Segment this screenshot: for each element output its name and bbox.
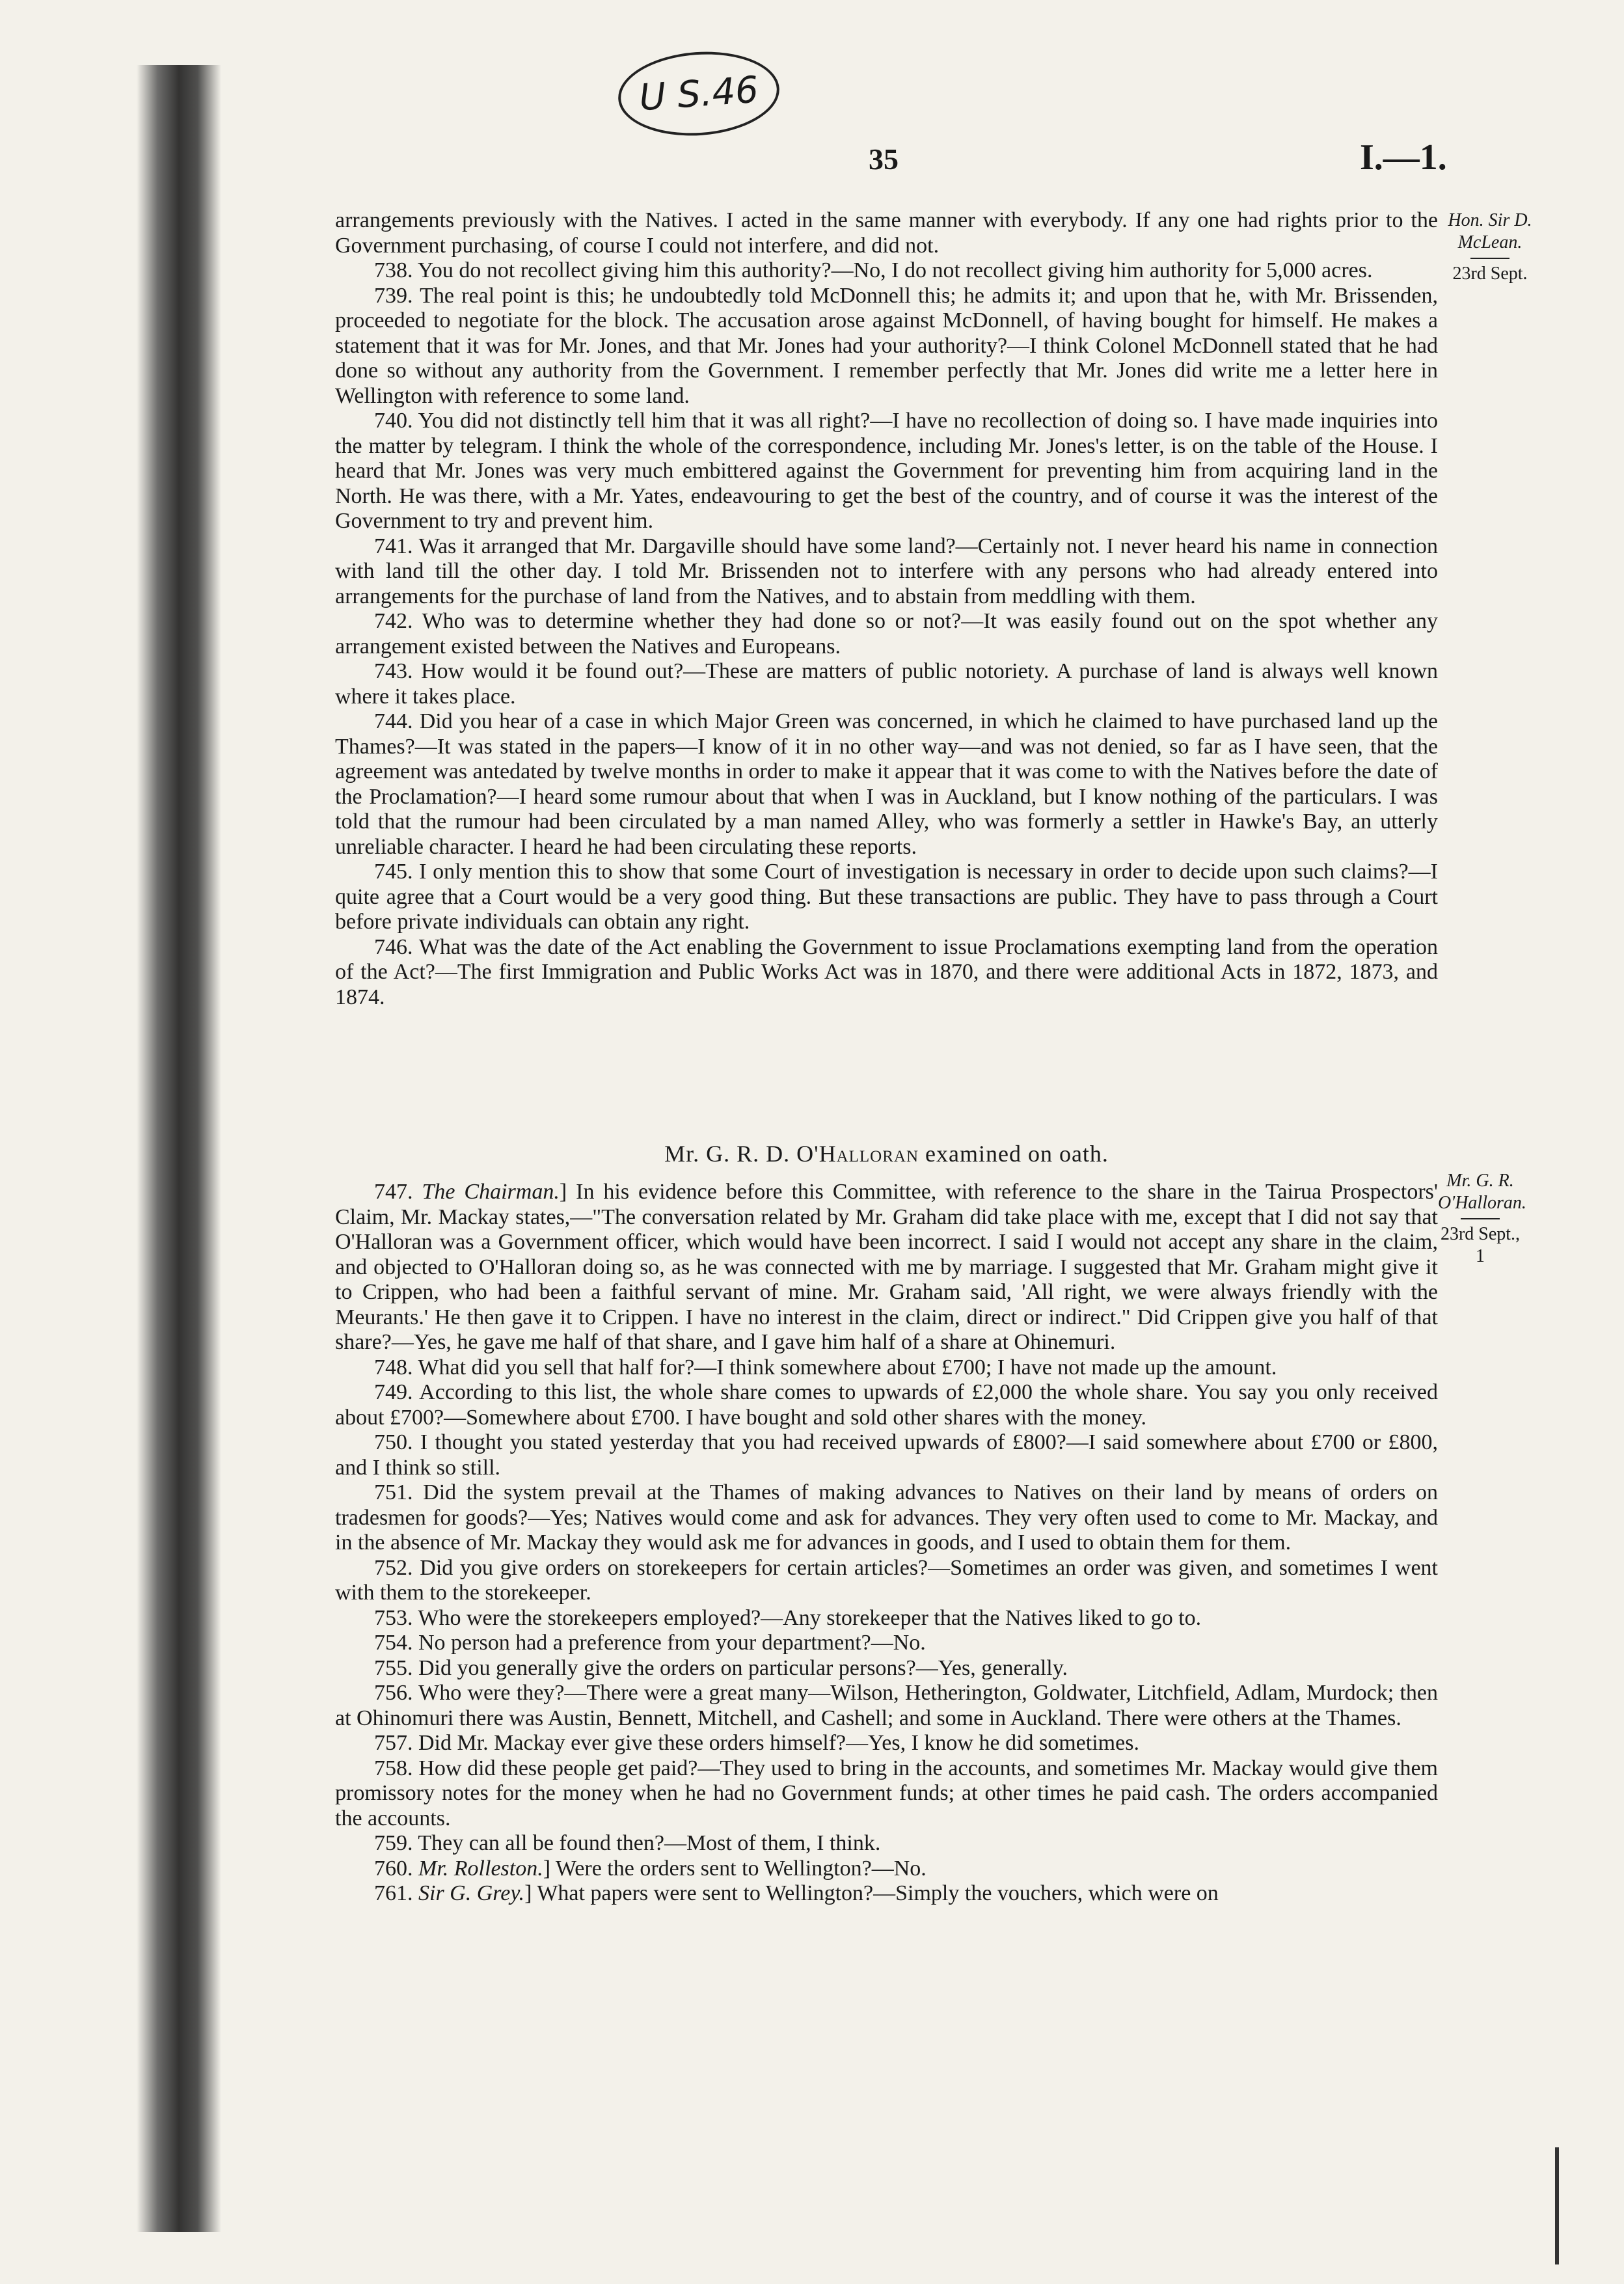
paragraph: 754. No person had a preference from your department?—No. (374, 1631, 926, 1655)
sidenote-witness-1 (1448, 210, 1532, 285)
sidenote-name: Hon. Sir D. McLean. (1448, 210, 1532, 252)
paragraph: 758. How did these people get paid?—They used to bring in the accounts, and sometimes Mr. Mackay would give them promissory notes for the money when he had no Government funds; at other times he paid cash. The orders accompanied the accounts. (335, 1756, 1438, 1830)
paragraph: 751. Did the system prevail at the Thames of making advances to Natives on their land by means of orders on tradesmen for goods?—Yes; Natives would come and ask for advances. They very often used to come to Mr. Mackay, and in the absence of Mr. Mackay they would ask me for advances in goods, and I used to obtain them for them. (335, 1480, 1438, 1555)
paragraph: 745. I only mention this to show that some Court of investigation is necessary in order to decide upon such claims?—I quite agree that a Court would be a very good thing. But these transactions are public. They have to pass through a Court before private individuals can obtain any right. (335, 860, 1438, 934)
speaker: Mr. Rolleston. (418, 1856, 543, 1881)
paragraph-761 (335, 1881, 1438, 1907)
paragraph: 756. Who were they?—There were a great many—Wilson, Hetherington, Goldwater, Litchfield, Adlam, Murdock; then at Ohinomuri there was Austin, Bennett, Mitchell, and Cashell; and some in Auckland. There were others at the Thames. (335, 1681, 1438, 1730)
paragraph: 743. How would it be found out?—These are matters of public notoriety. A purchase of land is always well known where it takes place. (335, 659, 1438, 709)
paragraph: 753. Who were the storekeepers employed?—Any storekeeper that the Natives liked to go to. (374, 1605, 1202, 1630)
sidenote-date: 23rd Sept., 1 (1440, 1224, 1521, 1266)
heading-surname: Halloran (819, 1141, 919, 1167)
paragraph: 755. Did you generally give the orders on particular persons?—Yes, generally. (374, 1655, 1068, 1680)
paragraph: 740. You did not distinctly tell him that it was all right?—I have no recollection of doing so. I have made inquiries into the matter by telegram. I think the whole of the correspondence, including Mr. Jones's letter, is on the table of the House. I heard that Mr. Jones was very much embittered against the Government for preventing him from acquiring land in the North. He was there, with a Mr. Yates, endeavouring to get the best of the country, and of course it was the interest of the Government to try and prevent him. (335, 409, 1438, 533)
paragraph: 741. Was it arranged that Mr. Dargaville should have some land?—Certainly not. I never heard his name in connection with land till the other day. I told Mr. Brissenden not to interfere with any persons who had already entered into arrangements for the purchase of land from the Natives, and to abstain from meddling with them. (335, 534, 1438, 608)
document-reference: I.—1. (1360, 137, 1447, 178)
speaker: The Chairman. (422, 1180, 560, 1204)
archive-stamp (616, 47, 782, 141)
text-column-top (335, 208, 1438, 1010)
paragraph: 744. Did you hear of a case in which Major Green was concerned, in which he claimed to have purchased land up the Thames?—It was stated in the papers—I know of it in no other way—and was not denied, so far as I have seen, that the agreement was antedated by twelve months in order to make it appear that it was come to with the Natives before the date of the Proclamation?—I heard some rumour about that when I was in Auckland, but I know nothing of the particulars. I was told that the rumour had been circulated by a man named Alley, who was formerly a settler in Hawke's Bay, an utterly unreliable character. I heard he had been circulating these reports. (335, 709, 1438, 859)
question-number: 761. (374, 1881, 418, 1905)
sidenote-rule (1461, 1218, 1500, 1219)
paragraph: 746. What was the date of the Act enabling the Government to issue Proclamations exempting land from the operation of the Act?—The first Immigration and Public Works Act was in 1870, and there were additional Acts in 1872, 1873, and 1874. (335, 934, 1438, 1009)
question-number: 760. (374, 1856, 418, 1881)
section-heading (335, 1140, 1438, 1167)
paragraph: 759. They can all be found then?—Most of them, I think. (374, 1831, 881, 1855)
paragraph: 739. The real point is this; he undoubtedly told McDonnell this; he admits it; and upon that he, with Mr. Brissenden, proceeded to negotiate for the block. The accusation arose against McDonnell, of having bought for himself. He makes a statement that it was for Mr. Jones, and that Mr. Jones had your authority?—I think Colonel McDonnell stated that he had done so without any authority from the Government. I remember perfectly that Mr. Jones did write me a letter here in Wellington with reference to some land. (335, 283, 1438, 408)
paragraph: 748. What did you sell that half for?—I think somewhere about £700; I have not made up the amount. (374, 1355, 1277, 1380)
speaker: Sir G. Grey. (418, 1881, 525, 1905)
paragraph-747: 747. The Chairman.] In his evidence before this Committee, with reference to the share in the Tairua Prospectors' Claim, Mr. Mackay states,—"The conversation related by Mr. Graham did take place with me, except that I did not say that O'Halloran was a Government officer, which would have been incorrect. I said I would not accept any share in the claim, and objected to O'Halloran doing so, as he was connected with me by marriage. I suggested that Mr. Graham might give it to Crippen, who had been a faithful servant of mine. Mr. Graham said, 'All right, we were always friendly with the Meurants.' He then gave it to Crippen. I have no interest in the claim, direct or indirect." Did Crippen give you half of that share?—Yes, he gave me half of that share, and I gave him half of a share at Ohinemuri. (335, 1180, 1438, 1354)
paragraph-760 (335, 1856, 1438, 1882)
heading-suffix: examined on oath. (919, 1141, 1109, 1167)
page-binding-shadow (137, 65, 221, 2232)
heading-prefix: Mr. G. R. D. O' (664, 1141, 819, 1167)
paragraph: 757. Did Mr. Mackay ever give these orders himself?—Yes, I know he did sometimes. (374, 1731, 1139, 1755)
stamp-text: U S.46 (638, 68, 760, 119)
page-edge-mark (1555, 2147, 1559, 2264)
sidenote-witness-2 (1438, 1170, 1526, 1268)
paragraph: 738. You do not recollect giving him this authority?—No, I do not recollect giving him authority for 5,000 acres. (374, 258, 1373, 282)
paragraph: arrangements previously with the Natives. I acted in the same manner with everybody. If any one had rights prior to the Government purchasing, of course I could not interfere, and did not. (335, 208, 1438, 258)
page-number: 35 (869, 143, 899, 176)
sidenote-name: Mr. G. R. O'Halloran. (1438, 1171, 1526, 1213)
question-text: ] Were the orders sent to Wellington?—No. (543, 1856, 927, 1881)
sidenote-date: 23rd Sept. (1452, 264, 1528, 284)
sidenote-rule (1470, 258, 1509, 259)
paragraph: 749. According to this list, the whole share comes to upwards of £2,000 the whole share. You say you only received about £700?—Somewhere about £700. I have bought and sold other shares with the money. (335, 1380, 1438, 1430)
question-text: ] In his evidence before this Committee, with reference to the share in the Tairua Prospectors' Claim, Mr. Mackay states,—"The conversation related by Mr. Graham did take place with me, except that I did not say that O'Halloran was a Government officer, which would have been incorrect. I said I would not accept any share in the claim, and objected to O'Halloran doing so, as he was connected with me by marriage. I suggested that Mr. Graham might give it to Crippen, who had been a faithful servant of mine. Mr. Graham said, 'All right, we were always friendly with the Meurants.' He then gave it to Crippen. I have no interest in the claim, direct or indirect." Did Crippen give you half of that share?—Yes, he gave me half of that share, and I gave him half of a share at Ohinemuri. (335, 1180, 1438, 1354)
paragraph: 742. Who was to determine whether they had done so or not?—It was easily found out on the spot whether any arrangement existed between the Natives and Europeans. (335, 609, 1438, 659)
question-text: ] What papers were sent to Wellington?—Simply the vouchers, which were on (524, 1881, 1219, 1905)
text-column-bottom (335, 1180, 1438, 1907)
paragraph: 752. Did you give orders on storekeepers for certain articles?—Sometimes an order was given, and sometimes I went with them to the storekeeper. (335, 1555, 1438, 1605)
paragraph: 750. I thought you stated yesterday that you had received upwards of £800?—I said somewhere about £700 or £800, and I think so still. (335, 1430, 1438, 1480)
